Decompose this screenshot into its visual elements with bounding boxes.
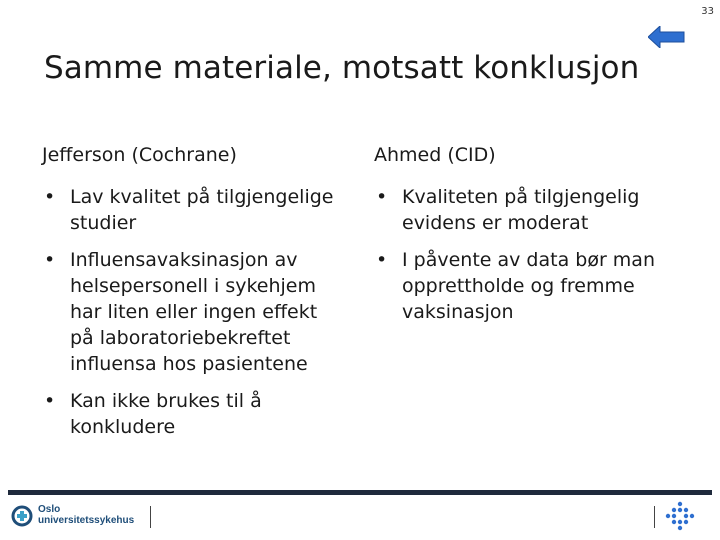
footer (0, 490, 720, 540)
logo-line-1: Oslo (38, 504, 61, 515)
hospital-logo-icon (10, 504, 34, 528)
right-bullet-list (374, 184, 674, 325)
list-item: • Kan ikke brukes til å konkludere (42, 388, 342, 440)
back-arrow-icon[interactable] (648, 26, 686, 48)
right-column-heading: Ahmed (CID) (374, 144, 496, 166)
list-item: • Lav kvalitet på tilgjengelige studier (42, 184, 342, 236)
left-bullet-list (42, 184, 342, 440)
list-item: • Influensavaksinasjon av helsepersonell i sykehjem har liten eller ingen effekt på laboratoriebekreftet influensa hos pasientene (42, 247, 342, 377)
page-number: 33 (701, 6, 714, 17)
left-column-heading: Jefferson (Cochrane) (42, 144, 237, 166)
right-column (374, 144, 674, 336)
footer-divider (150, 506, 151, 528)
list-item: • Kvaliteten på tilgjengelig evidens er moderat (374, 184, 674, 236)
slide-title: Samme materiale, motsatt konklusjon (44, 50, 640, 86)
logo-line-2: universitetssykehus (38, 515, 135, 526)
footer-divider (654, 506, 655, 528)
hospital-logo (10, 504, 160, 528)
list-item: • I påvente av data bør man opprettholde og fremme vaksinasjon (374, 247, 674, 325)
footer-bar (8, 490, 712, 495)
dots-pattern-icon (664, 500, 696, 532)
left-column (42, 144, 342, 451)
